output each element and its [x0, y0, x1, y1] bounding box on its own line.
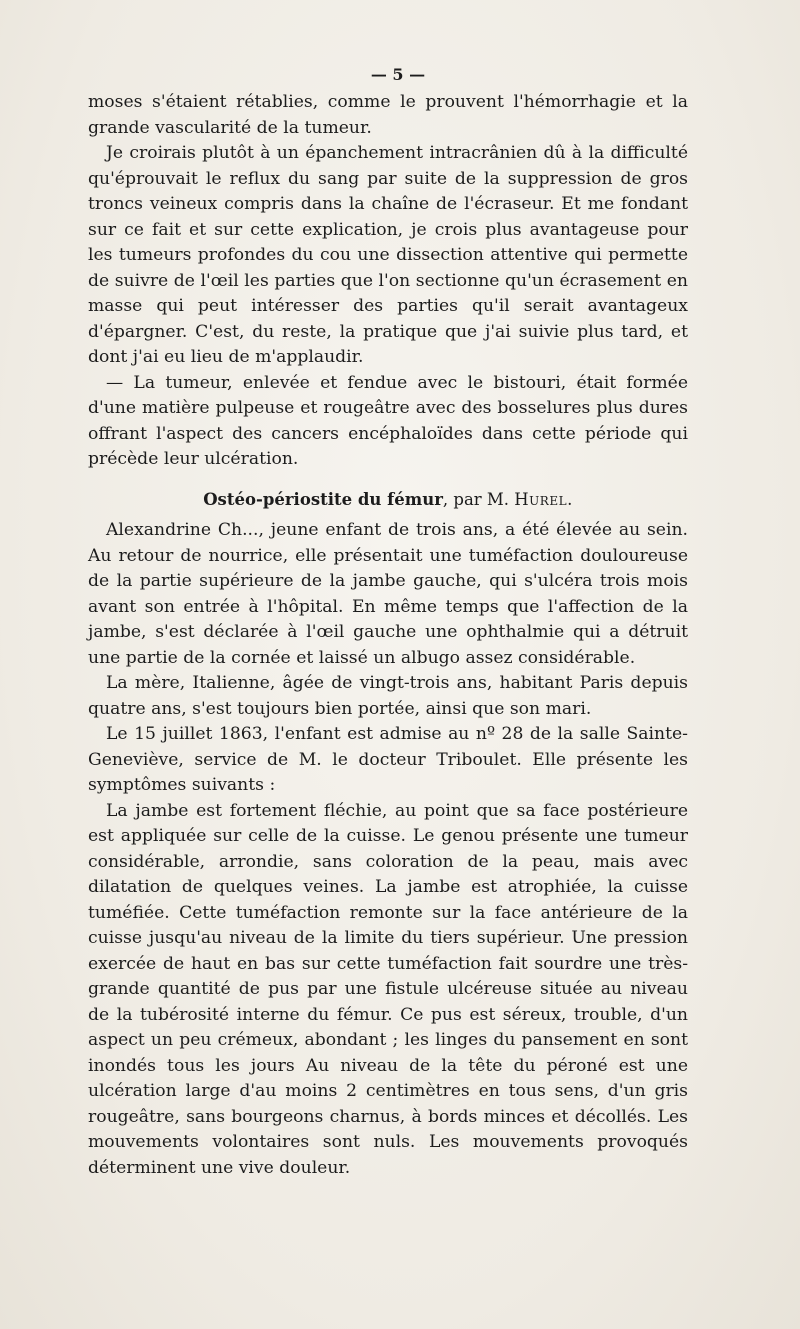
- section-separator: , par M.: [442, 489, 515, 509]
- section-author: Hurel.: [514, 489, 573, 509]
- paragraph: Le 15 juillet 1863, l'enfant est admise au nº 28 de la salle Sainte-Geneviève, service de M. le docteur Triboulet. Elle présente les symptômes suivants :: [88, 724, 688, 795]
- section-heading: [88, 487, 688, 513]
- paragraph: Alexandrine Ch..., jeune enfant de trois ans, a été élevée au sein. Au retour de nourrice, elle présentait une tuméfaction douloureuse de la partie supérieure de la jambe gauche, qui s'ulcéra trois mois avant son entrée à l'hôpital. En même temps que l'affection de la jambe, s'est déclarée à l'œil gauche une ophthalmie qui a détruit une partie de la cornée et laissé un albugo assez considérable.: [88, 520, 688, 668]
- page-text: [88, 60, 688, 1181]
- paragraph: La jambe est fortement fléchie, au point que sa face postérieure est appliquée sur celle de la cuisse. Le genou présente une tumeur considérable, arrondie, sans coloration de la peau, mais avec dilatation de quelques veines. La jambe est atrophiée, la cuisse tuméfiée. Cette tuméfaction remonte sur la face antérieure de la cuisse jusqu'au niveau de la limite du tiers supérieur. Une pression exercée de haut en bas sur cette tuméfaction fait sourdre une très-grande quantité de pus par une fistule ulcéreuse située au niveau de la tubérosité interne du fémur. Ce pus est séreux, trouble, d'un aspect un peu crémeux, abondant ; les linges du pansement en sont inondés tous les jours Au niveau de la tête du péroné est une ulcération large d'au moins 2 centimètres en tous sens, d'un gris rougeâtre, sans bourgeons charnus, à bords minces et décollés. Les mouvements volontaires sont nuls. Les mouvements provoqués déterminent une vive douleur.: [88, 800, 688, 1178]
- paragraph: La mère, Italienne, âgée de vingt-trois ans, habitant Paris depuis quatre ans, s'est toujours bien portée, ainsi que son mari.: [88, 673, 688, 719]
- paragraph: Je croirais plutôt à un épanchement intracrânien dû à la difficulté qu'éprouvait le reflux du sang par suite de la suppression de gros troncs veineux compris dans la chaîne de l'écraseur. Et me fondant sur ce fait et sur cette explication, je crois plus avantageuse pour les tumeurs profondes du cou une dissection attentive qui permette de suivre de l'œil les parties que l'on sectionne qu'un écrasement en masse qui peut intéresser des parties qu'il serait avantageux d'épargner. C'est, du reste, la pratique que j'ai suivie plus tard, et dont j'ai eu lieu de m'applaudir.: [88, 143, 688, 367]
- paragraph: moses s'étaient rétablies, comme le prouvent l'hémorrhagie et la grande vascularité de la tumeur.: [88, 92, 688, 138]
- paragraph: — La tumeur, enlevée et fendue avec le bistouri, était formée d'une matière pulpeuse et rougeâtre avec des bosselures plus dures offrant l'aspect des cancers encéphaloïdes dans cette période qui précède leur ulcération.: [88, 372, 688, 469]
- section-title: Ostéo-périostite du fémur: [203, 489, 443, 509]
- page-number: — 5 —: [370, 65, 426, 84]
